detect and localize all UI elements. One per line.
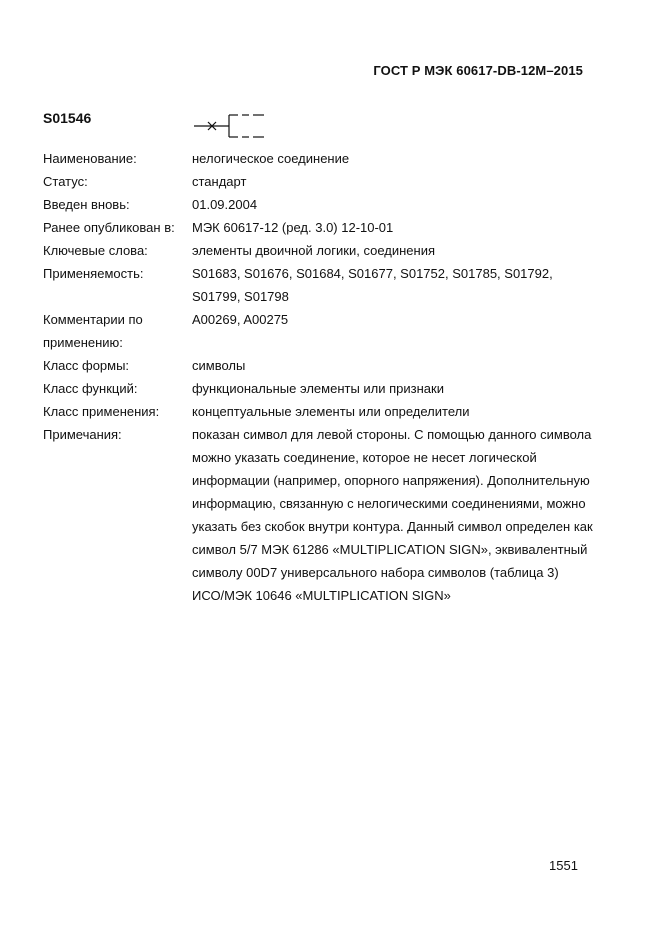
value-line: S01799, S01798 xyxy=(192,289,289,304)
value-line: A00269, A00275 xyxy=(192,312,289,327)
note-line: информации (например, опорного напряжения). Дополнительную xyxy=(192,473,590,488)
field-label: Класс применения: xyxy=(43,404,160,419)
field-keywords xyxy=(0,239,661,262)
field-label: Класс функций: xyxy=(43,381,138,396)
field-value: символы xyxy=(192,358,246,373)
field-value xyxy=(192,423,612,607)
field-label: Применяемость: xyxy=(43,266,144,281)
page-number: 1551 xyxy=(549,858,578,873)
field-notes xyxy=(0,423,661,607)
field-application-class xyxy=(0,400,661,423)
symbol-fields xyxy=(0,147,661,607)
field-name xyxy=(0,147,661,170)
note-line: показан символ для левой стороны. С помощью данного символа xyxy=(192,427,592,442)
standard-header: ГОСТ Р МЭК 60617-DB-12M–2015 xyxy=(373,63,583,78)
field-function-class xyxy=(0,377,661,400)
field-label: Ранее опубликован в: xyxy=(43,220,175,235)
field-value: нелогическое соединение xyxy=(192,151,350,166)
note-line: информацию, связанную с нелогическими соединениями, можно xyxy=(192,496,586,511)
field-label: Примечания: xyxy=(43,427,122,442)
field-introduced xyxy=(0,193,661,216)
symbol-code: S01546 xyxy=(43,110,92,126)
field-value: МЭК 60617-12 (ред. 3.0) 12-10-01 xyxy=(192,220,394,235)
field-label: Статус: xyxy=(43,174,88,189)
note-line: символу 00D7 универсального набора символов (таблица 3) xyxy=(192,565,559,580)
field-value: функциональные элементы или признаки xyxy=(192,381,444,396)
field-value: элементы двоичной логики, соединения xyxy=(192,243,436,258)
field-label: Введен вновь: xyxy=(43,197,130,212)
field-form-class xyxy=(0,354,661,377)
note-line: ИСО/МЭК 10646 «MULTIPLICATION SIGN» xyxy=(192,588,451,603)
field-label: Класс формы: xyxy=(43,358,130,373)
note-line: символ 5/7 МЭК 61286 «MULTIPLICATION SIGN», эквивалентный xyxy=(192,542,588,557)
value-line: S01683, S01676, S01684, S01677, S01752, S01785, S01792, xyxy=(192,266,553,281)
field-value xyxy=(192,262,612,308)
value-spacer xyxy=(192,331,612,354)
field-value: стандарт xyxy=(192,174,247,189)
label-line: Комментарии по xyxy=(43,312,143,327)
field-status xyxy=(0,170,661,193)
field-value: 01.09.2004 xyxy=(192,197,258,212)
field-value xyxy=(192,308,612,354)
label-line: применению: xyxy=(43,335,123,350)
field-label xyxy=(43,308,191,354)
field-label: Ключевые слова: xyxy=(43,243,148,258)
field-applicability xyxy=(0,262,661,308)
non-logic-connection-symbol-icon xyxy=(192,110,272,140)
note-line: указать без скобок внутри контура. Данный символ определен как xyxy=(192,519,593,534)
field-published xyxy=(0,216,661,239)
field-comments xyxy=(0,308,661,354)
note-line: можно указать соединение, которое не несет логической xyxy=(192,450,537,465)
field-label: Наименование: xyxy=(43,151,137,166)
field-value: концептуальные элементы или определители xyxy=(192,404,470,419)
